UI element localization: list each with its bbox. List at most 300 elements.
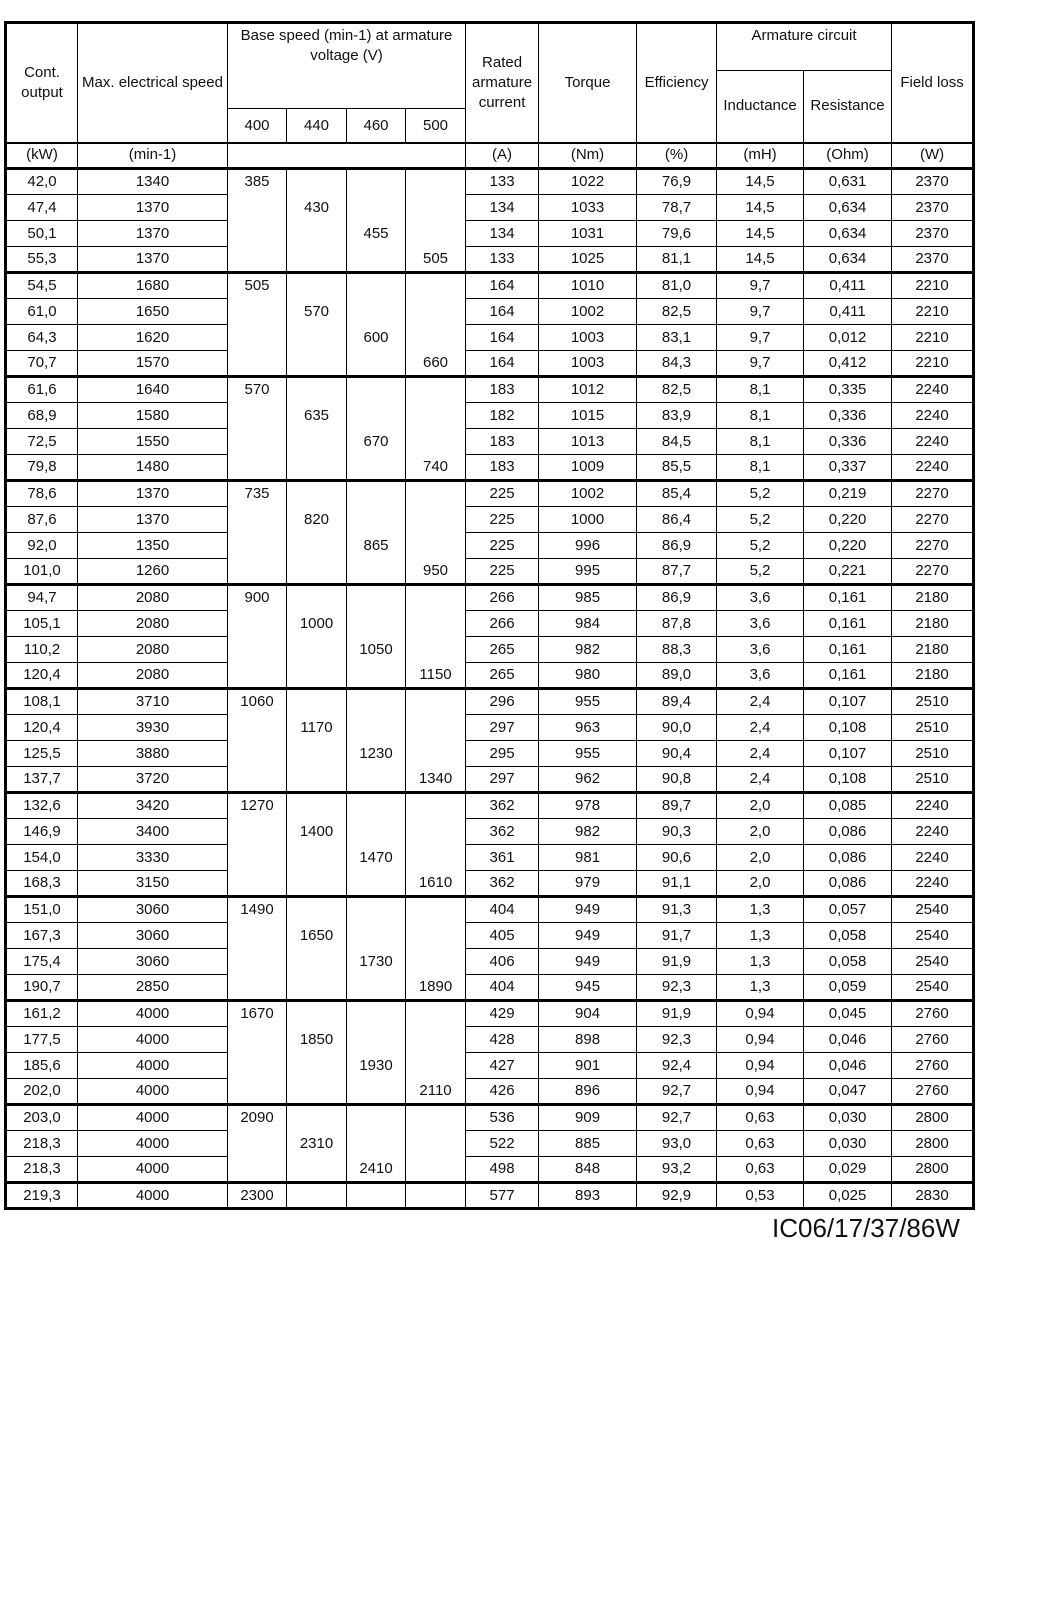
cell-base-speed-500: [406, 819, 466, 845]
cell-max-speed: 1370: [78, 221, 228, 247]
cell-base-speed-440: [287, 871, 347, 897]
cell-output-kw: 79,8: [6, 455, 78, 481]
cell-output-kw: 92,0: [6, 533, 78, 559]
cell-max-speed: 3930: [78, 715, 228, 741]
cell-base-speed-500: [406, 169, 466, 195]
cell-max-speed: 1480: [78, 455, 228, 481]
cell-base-speed-460: [347, 923, 406, 949]
cell-efficiency: 91,9: [637, 949, 717, 975]
cell-torque: 949: [539, 923, 637, 949]
cell-field-loss: 2210: [892, 273, 974, 299]
cell-base-speed-500: [406, 897, 466, 923]
table-row: [6, 247, 974, 273]
cell-base-speed-500: [406, 403, 466, 429]
cell-resistance: 0,058: [804, 949, 892, 975]
cell-base-speed-440: [287, 793, 347, 819]
cell-resistance: 0,634: [804, 247, 892, 273]
cell-torque: 984: [539, 611, 637, 637]
cell-base-speed-460: [347, 1001, 406, 1027]
cell-base-speed-400: 2300: [228, 1183, 287, 1209]
cell-resistance: 0,634: [804, 195, 892, 221]
cell-base-speed-500: 660: [406, 351, 466, 377]
cell-inductance: 14,5: [717, 195, 804, 221]
table-row: [6, 455, 974, 481]
cell-max-speed: 1370: [78, 195, 228, 221]
cell-efficiency: 93,2: [637, 1157, 717, 1183]
cell-resistance: 0,030: [804, 1131, 892, 1157]
cell-base-speed-500: [406, 195, 466, 221]
cell-output-kw: 203,0: [6, 1105, 78, 1131]
cell-rated-current: 295: [466, 741, 539, 767]
cell-inductance: 1,3: [717, 897, 804, 923]
table-row: [6, 663, 974, 689]
cell-efficiency: 82,5: [637, 299, 717, 325]
cell-field-loss: 2240: [892, 845, 974, 871]
cell-base-speed-500: [406, 689, 466, 715]
cell-field-loss: 2540: [892, 897, 974, 923]
cell-torque: 980: [539, 663, 637, 689]
cell-rated-current: 225: [466, 481, 539, 507]
cell-rated-current: 183: [466, 455, 539, 481]
cell-resistance: 0,336: [804, 403, 892, 429]
cell-max-speed: 1680: [78, 273, 228, 299]
table-row: [6, 585, 974, 611]
cell-base-speed-500: [406, 221, 466, 247]
unit-current: (A): [466, 143, 539, 169]
cell-rated-current: 133: [466, 247, 539, 273]
cell-base-speed-440: [287, 1053, 347, 1079]
cell-output-kw: 50,1: [6, 221, 78, 247]
cell-resistance: 0,411: [804, 273, 892, 299]
cell-field-loss: 2270: [892, 559, 974, 585]
cell-base-speed-460: [347, 611, 406, 637]
cell-base-speed-440: [287, 325, 347, 351]
cell-max-speed: 1370: [78, 481, 228, 507]
cell-rated-current: 133: [466, 169, 539, 195]
cell-resistance: 0,012: [804, 325, 892, 351]
cell-base-speed-440: [287, 845, 347, 871]
table-row: [6, 273, 974, 299]
cell-rated-current: 225: [466, 507, 539, 533]
table-row: [6, 845, 974, 871]
cell-base-speed-440: 820: [287, 507, 347, 533]
cell-base-speed-460: [347, 819, 406, 845]
cell-output-kw: 167,3: [6, 923, 78, 949]
cell-inductance: 0,53: [717, 1183, 804, 1209]
cell-field-loss: 2240: [892, 377, 974, 403]
table-row: [6, 221, 974, 247]
cell-base-speed-400: [228, 845, 287, 871]
cell-base-speed-400: [228, 637, 287, 663]
cell-base-speed-440: 1400: [287, 819, 347, 845]
cell-base-speed-460: [347, 1183, 406, 1209]
cell-base-speed-440: [287, 273, 347, 299]
cell-base-speed-500: [406, 585, 466, 611]
cell-torque: 896: [539, 1079, 637, 1105]
cell-base-speed-460: [347, 871, 406, 897]
cell-output-kw: 72,5: [6, 429, 78, 455]
cell-resistance: 0,336: [804, 429, 892, 455]
cell-rated-current: 183: [466, 429, 539, 455]
cell-torque: 1003: [539, 325, 637, 351]
cell-base-speed-500: [406, 923, 466, 949]
cell-base-speed-440: [287, 975, 347, 1001]
cell-rated-current: 134: [466, 221, 539, 247]
cell-field-loss: 2800: [892, 1105, 974, 1131]
cell-rated-current: 361: [466, 845, 539, 871]
cell-efficiency: 90,6: [637, 845, 717, 871]
cell-base-speed-500: 1340: [406, 767, 466, 793]
header-voltage-440: 440: [287, 109, 347, 143]
cell-max-speed: 4000: [78, 1001, 228, 1027]
cell-output-kw: 61,6: [6, 377, 78, 403]
unit-inductance: (mH): [717, 143, 804, 169]
cell-base-speed-460: [347, 1131, 406, 1157]
table-row: [6, 1131, 974, 1157]
cell-max-speed: 1640: [78, 377, 228, 403]
cell-torque: 982: [539, 637, 637, 663]
cell-base-speed-440: [287, 377, 347, 403]
table-row: [6, 923, 974, 949]
cell-resistance: 0,045: [804, 1001, 892, 1027]
cell-base-speed-460: [347, 663, 406, 689]
cell-base-speed-500: [406, 481, 466, 507]
cell-inductance: 9,7: [717, 299, 804, 325]
cell-efficiency: 91,3: [637, 897, 717, 923]
cell-torque: 1003: [539, 351, 637, 377]
cell-efficiency: 90,4: [637, 741, 717, 767]
cell-base-speed-440: [287, 169, 347, 195]
cell-max-speed: 4000: [78, 1183, 228, 1209]
table-row: [6, 507, 974, 533]
cell-output-kw: 161,2: [6, 1001, 78, 1027]
cell-resistance: 0,107: [804, 689, 892, 715]
cell-rated-current: 183: [466, 377, 539, 403]
cell-base-speed-440: 2310: [287, 1131, 347, 1157]
cell-rated-current: 577: [466, 1183, 539, 1209]
cell-efficiency: 83,9: [637, 403, 717, 429]
cell-efficiency: 91,7: [637, 923, 717, 949]
table-row: [6, 169, 974, 195]
cell-efficiency: 79,6: [637, 221, 717, 247]
cell-torque: 978: [539, 793, 637, 819]
cell-rated-current: 297: [466, 767, 539, 793]
cell-resistance: 0,059: [804, 975, 892, 1001]
cell-base-speed-460: 670: [347, 429, 406, 455]
cell-base-speed-460: [347, 897, 406, 923]
header-voltage-460: 460: [347, 109, 406, 143]
cell-max-speed: 3330: [78, 845, 228, 871]
cell-rated-current: 362: [466, 871, 539, 897]
cell-efficiency: 89,4: [637, 689, 717, 715]
cell-base-speed-440: [287, 481, 347, 507]
cell-output-kw: 54,5: [6, 273, 78, 299]
cell-base-speed-400: [228, 1053, 287, 1079]
cell-inductance: 3,6: [717, 663, 804, 689]
cell-resistance: 0,161: [804, 637, 892, 663]
cell-base-speed-460: 1050: [347, 637, 406, 663]
cell-base-speed-400: [228, 351, 287, 377]
cell-efficiency: 84,5: [637, 429, 717, 455]
unit-torque: (Nm): [539, 143, 637, 169]
cell-base-speed-440: [287, 1183, 347, 1209]
cell-output-kw: 87,6: [6, 507, 78, 533]
cell-base-speed-500: 1610: [406, 871, 466, 897]
cell-efficiency: 85,4: [637, 481, 717, 507]
cell-base-speed-440: [287, 1001, 347, 1027]
table-row: [6, 897, 974, 923]
table-row: [6, 559, 974, 585]
cell-base-speed-500: [406, 793, 466, 819]
cell-resistance: 0,086: [804, 819, 892, 845]
cell-base-speed-440: 570: [287, 299, 347, 325]
cell-base-speed-440: [287, 1157, 347, 1183]
header-base-speed: Base speed (min-1) at armature voltage (V): [228, 23, 466, 109]
cell-base-speed-400: 1670: [228, 1001, 287, 1027]
cell-resistance: 0,025: [804, 1183, 892, 1209]
cell-base-speed-400: 505: [228, 273, 287, 299]
cell-output-kw: 61,0: [6, 299, 78, 325]
cell-efficiency: 91,1: [637, 871, 717, 897]
cell-rated-current: 164: [466, 299, 539, 325]
cell-efficiency: 88,3: [637, 637, 717, 663]
cell-torque: 985: [539, 585, 637, 611]
cell-inductance: 0,63: [717, 1105, 804, 1131]
cell-inductance: 1,3: [717, 949, 804, 975]
cell-field-loss: 2270: [892, 533, 974, 559]
cell-field-loss: 2210: [892, 299, 974, 325]
cell-base-speed-440: [287, 689, 347, 715]
cell-output-kw: 68,9: [6, 403, 78, 429]
cell-max-speed: 3710: [78, 689, 228, 715]
cell-inductance: 2,4: [717, 741, 804, 767]
cell-inductance: 1,3: [717, 975, 804, 1001]
table-row: [6, 533, 974, 559]
table-row: [6, 1079, 974, 1105]
cell-inductance: 3,6: [717, 585, 804, 611]
cell-base-speed-400: [228, 195, 287, 221]
cell-base-speed-400: [228, 611, 287, 637]
unit-resistance: (Ohm): [804, 143, 892, 169]
table-row: [6, 975, 974, 1001]
cell-inductance: 14,5: [717, 221, 804, 247]
cell-base-speed-500: [406, 1105, 466, 1131]
cell-torque: 962: [539, 767, 637, 793]
table-row: [6, 611, 974, 637]
cell-rated-current: 426: [466, 1079, 539, 1105]
cell-rated-current: 164: [466, 273, 539, 299]
header-efficiency: Efficiency: [637, 23, 717, 143]
cell-torque: 1010: [539, 273, 637, 299]
cell-rated-current: 362: [466, 793, 539, 819]
cell-inductance: 2,0: [717, 819, 804, 845]
cell-field-loss: 2240: [892, 403, 974, 429]
cell-efficiency: 86,9: [637, 585, 717, 611]
cell-base-speed-460: [347, 455, 406, 481]
cell-inductance: 14,5: [717, 247, 804, 273]
cell-inductance: 0,94: [717, 1001, 804, 1027]
cell-rated-current: 266: [466, 585, 539, 611]
cell-max-speed: 1260: [78, 559, 228, 585]
cell-base-speed-460: 1730: [347, 949, 406, 975]
cell-base-speed-400: [228, 1131, 287, 1157]
cell-base-speed-400: [228, 923, 287, 949]
cell-base-speed-400: [228, 663, 287, 689]
cell-efficiency: 82,5: [637, 377, 717, 403]
cell-field-loss: 2370: [892, 221, 974, 247]
cell-base-speed-500: 2110: [406, 1079, 466, 1105]
cell-field-loss: 2210: [892, 351, 974, 377]
cell-torque: 963: [539, 715, 637, 741]
cell-field-loss: 2240: [892, 429, 974, 455]
cell-base-speed-500: [406, 1053, 466, 1079]
cell-base-speed-400: [228, 1079, 287, 1105]
cell-base-speed-460: 1930: [347, 1053, 406, 1079]
cell-base-speed-440: [287, 741, 347, 767]
cell-base-speed-500: [406, 611, 466, 637]
cell-field-loss: 2240: [892, 819, 974, 845]
header-max-speed: Max. electrical speed: [78, 23, 228, 143]
cell-max-speed: 2080: [78, 611, 228, 637]
cell-rated-current: 164: [466, 325, 539, 351]
cell-inductance: 1,3: [717, 923, 804, 949]
cell-max-speed: 1620: [78, 325, 228, 351]
cell-base-speed-460: [347, 1079, 406, 1105]
cell-rated-current: 498: [466, 1157, 539, 1183]
cell-base-speed-400: [228, 975, 287, 1001]
cell-resistance: 0,047: [804, 1079, 892, 1105]
table-row: [6, 689, 974, 715]
cell-max-speed: 1650: [78, 299, 228, 325]
cell-field-loss: 2180: [892, 611, 974, 637]
unit-efficiency: (%): [637, 143, 717, 169]
cell-inductance: 5,2: [717, 559, 804, 585]
cell-efficiency: 92,7: [637, 1105, 717, 1131]
cell-inductance: 2,4: [717, 767, 804, 793]
cell-base-speed-440: [287, 221, 347, 247]
cell-base-speed-400: 385: [228, 169, 287, 195]
cell-resistance: 0,085: [804, 793, 892, 819]
cell-max-speed: 2080: [78, 585, 228, 611]
cell-efficiency: 90,8: [637, 767, 717, 793]
cell-base-speed-500: [406, 429, 466, 455]
header-torque: Torque: [539, 23, 637, 143]
cell-max-speed: 3400: [78, 819, 228, 845]
cell-rated-current: 536: [466, 1105, 539, 1131]
cell-base-speed-460: [347, 1027, 406, 1053]
cell-rated-current: 362: [466, 819, 539, 845]
cell-base-speed-400: [228, 247, 287, 273]
cell-field-loss: 2760: [892, 1027, 974, 1053]
cell-base-speed-460: [347, 247, 406, 273]
cell-output-kw: 132,6: [6, 793, 78, 819]
cell-resistance: 0,086: [804, 871, 892, 897]
cell-efficiency: 89,0: [637, 663, 717, 689]
table-row: [6, 1027, 974, 1053]
table-row: [6, 195, 974, 221]
cell-output-kw: 101,0: [6, 559, 78, 585]
cell-base-speed-460: [347, 767, 406, 793]
cell-base-speed-460: [347, 195, 406, 221]
cell-field-loss: 2370: [892, 195, 974, 221]
cell-output-kw: 175,4: [6, 949, 78, 975]
unit-field-loss: (W): [892, 143, 974, 169]
cell-field-loss: 2180: [892, 663, 974, 689]
cell-efficiency: 87,8: [637, 611, 717, 637]
cell-base-speed-440: [287, 663, 347, 689]
cell-base-speed-500: [406, 1157, 466, 1183]
cell-base-speed-440: [287, 767, 347, 793]
unit-output: (kW): [6, 143, 78, 169]
cell-output-kw: 70,7: [6, 351, 78, 377]
cell-max-speed: 2080: [78, 663, 228, 689]
cell-rated-current: 428: [466, 1027, 539, 1053]
cell-base-speed-500: [406, 1183, 466, 1209]
cell-torque: 949: [539, 949, 637, 975]
cell-field-loss: 2370: [892, 169, 974, 195]
cell-base-speed-400: [228, 559, 287, 585]
cell-inductance: 3,6: [717, 611, 804, 637]
cell-base-speed-500: [406, 533, 466, 559]
cell-output-kw: 108,1: [6, 689, 78, 715]
table-row: [6, 1105, 974, 1131]
cell-output-kw: 218,3: [6, 1131, 78, 1157]
cell-rated-current: 265: [466, 663, 539, 689]
cell-base-speed-500: 1150: [406, 663, 466, 689]
cell-output-kw: 78,6: [6, 481, 78, 507]
cell-base-speed-460: [347, 273, 406, 299]
header-inductance: Inductance: [717, 71, 804, 143]
cell-efficiency: 84,3: [637, 351, 717, 377]
table-row: [6, 1001, 974, 1027]
cell-base-speed-400: 735: [228, 481, 287, 507]
cell-rated-current: 182: [466, 403, 539, 429]
cell-base-speed-400: [228, 221, 287, 247]
cell-rated-current: 225: [466, 559, 539, 585]
cell-torque: 982: [539, 819, 637, 845]
cell-efficiency: 91,9: [637, 1001, 717, 1027]
cell-inductance: 2,4: [717, 689, 804, 715]
cell-resistance: 0,411: [804, 299, 892, 325]
table-row: [6, 871, 974, 897]
cell-resistance: 0,057: [804, 897, 892, 923]
cell-resistance: 0,086: [804, 845, 892, 871]
cell-resistance: 0,108: [804, 767, 892, 793]
cell-torque: 1031: [539, 221, 637, 247]
cell-base-speed-500: [406, 715, 466, 741]
cell-base-speed-400: 1270: [228, 793, 287, 819]
cell-base-speed-440: 1650: [287, 923, 347, 949]
cell-output-kw: 190,7: [6, 975, 78, 1001]
cell-torque: 955: [539, 689, 637, 715]
table-row: [6, 325, 974, 351]
table-row: [6, 429, 974, 455]
cell-field-loss: 2240: [892, 793, 974, 819]
cell-field-loss: 2760: [892, 1001, 974, 1027]
cell-resistance: 0,335: [804, 377, 892, 403]
cell-inductance: 9,7: [717, 325, 804, 351]
cell-efficiency: 86,4: [637, 507, 717, 533]
cell-base-speed-500: [406, 507, 466, 533]
cell-max-speed: 3720: [78, 767, 228, 793]
cell-field-loss: 2510: [892, 689, 974, 715]
header-field-loss: Field loss: [892, 23, 974, 143]
cell-rated-current: 296: [466, 689, 539, 715]
cell-inductance: 3,6: [717, 637, 804, 663]
cell-base-speed-400: [228, 507, 287, 533]
cell-efficiency: 81,0: [637, 273, 717, 299]
cell-base-speed-440: [287, 351, 347, 377]
